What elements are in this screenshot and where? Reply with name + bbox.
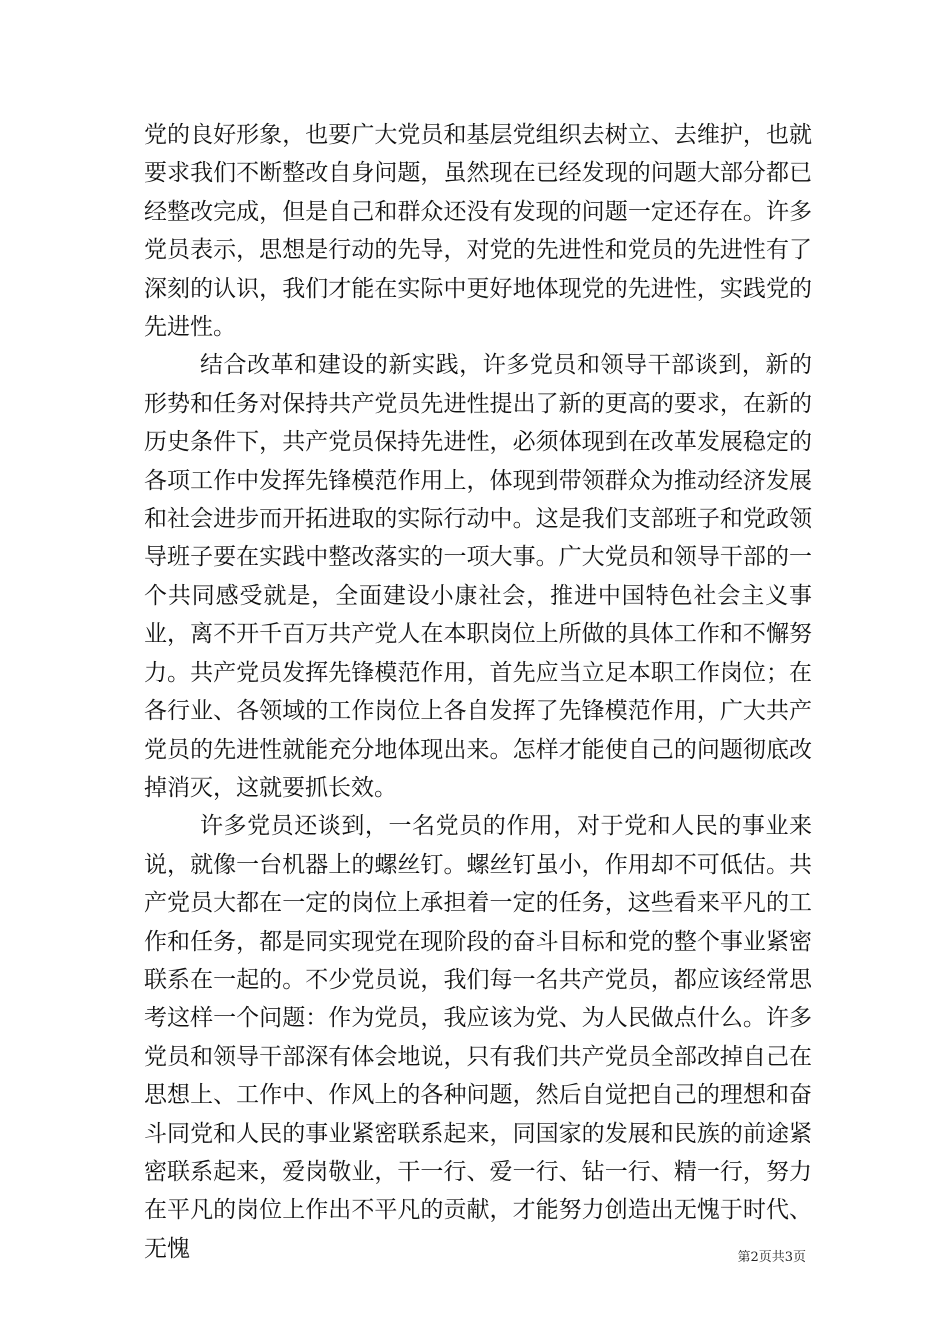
- paragraph-continuation: 党的良好形象，也要广大党员和基层党组织去树立、去维护，也就要求我们不断整改自身问题，虽然现在已经发现的问题大部分都已经整改完成，但是自己和群众还没有发现的问题一定还存在。许多党员表示，思想是行动的先导，对党的先进性和党员的先进性有了深刻的认识，我们才能在实际中更好地体现党的先进性，实践党的先进性。: [144, 122, 812, 341]
- page-number-footer: 第2页共3页: [737, 1250, 806, 1265]
- document-body: [144, 116, 812, 1268]
- paragraph-reform-practice: 结合改革和建设的新实践，许多党员和领导干部谈到，新的形势和任务对保持共产党员先进性提出了新的更高的要求，在新的历史条件下，共产党员保持先进性，必须体现到在改革发展稳定的各项工作中发挥先锋模范作用上，体现到带领群众为推动经济发展和社会进步而开拓进取的实际行动中。这是我们支部班子和党政领导班子要在实践中整改落实的一项大事。广大党员和领导干部的一个共同感受就是，全面建设小康社会，推进中国特色社会主义事业，离不开千百万共产党人在本职岗位上所做的具体工作和不懈努力。共产党员发挥先锋模范作用，首先应当立足本职工作岗位；在各行业、各领域的工作岗位上各自发挥了先锋模范作用，广大共产党员的先进性就能充分地体现出来。怎样才能使自己的问题彻底改掉消灭，这就要抓长效。: [144, 352, 812, 801]
- paragraph-screw-analogy: 许多党员还谈到，一名党员的作用，对于党和人民的事业来说，就像一台机器上的螺丝钉。螺丝钉虽小，作用却不可低估。共产党员大都在一定的岗位上承担着一定的任务，这些看来平凡的工作和任务，都是同实现党在现阶段的奋斗目标和党的整个事业紧密联系在一起的。不少党员说，我们每一名共产党员，都应该经常思考这样一个问题：作为党员，我应该为党、为人民做点什么。许多党员和领导干部深有体会地说，只有我们共产党员全部改掉自己在思想上、工作中、作风上的各种问题，然后自觉把自己的理想和奋斗同党和人民的事业紧密联系起来，同国家的发展和民族的前途紧密联系起来，爱岗敬业，干一行、爱一行、钻一行、精一行，努力在平凡的岗位上作出不平凡的贡献，才能努力创造出无愧于时代、无愧: [144, 813, 812, 1262]
